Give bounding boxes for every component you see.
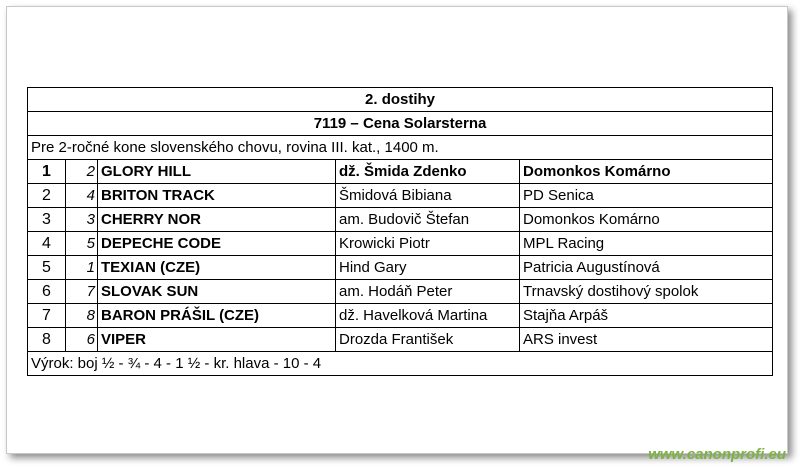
finish-position: 6 xyxy=(28,280,66,304)
owner-name: Patricia Augustínová xyxy=(520,256,773,280)
jockey-name: Šmidová Bibiana xyxy=(336,184,520,208)
race-results-table xyxy=(27,87,773,376)
owner-name: MPL Racing xyxy=(520,232,773,256)
result-row xyxy=(28,184,773,208)
start-number: 3 xyxy=(66,208,98,232)
results-rows xyxy=(28,160,773,352)
race-conditions: Pre 2-ročné kone slovenského chovu, rovina III. kat., 1400 m. xyxy=(28,136,773,160)
start-number: 6 xyxy=(66,328,98,352)
race-name: 7119 – Cena Solarsterna xyxy=(28,112,773,136)
result-row xyxy=(28,160,773,184)
race-number-title: 2. dostihy xyxy=(28,88,773,112)
finish-position: 7 xyxy=(28,304,66,328)
horse-name: GLORY HILL xyxy=(98,160,336,184)
horse-name: DEPECHE CODE xyxy=(98,232,336,256)
start-number: 7 xyxy=(66,280,98,304)
owner-name: ARS invest xyxy=(520,328,773,352)
result-row xyxy=(28,232,773,256)
horse-name: BRITON TRACK xyxy=(98,184,336,208)
result-row xyxy=(28,256,773,280)
jockey-name: am. Budovič Štefan xyxy=(336,208,520,232)
owner-name: Domonkos Komárno xyxy=(520,208,773,232)
jockey-name: dž. Šmida Zdenko xyxy=(336,160,520,184)
horse-name: SLOVAK SUN xyxy=(98,280,336,304)
result-row xyxy=(28,280,773,304)
start-number: 2 xyxy=(66,160,98,184)
owner-name: Stajňa Arpáš xyxy=(520,304,773,328)
result-row xyxy=(28,208,773,232)
start-number: 5 xyxy=(66,232,98,256)
start-number: 4 xyxy=(66,184,98,208)
finish-position: 4 xyxy=(28,232,66,256)
horse-name: VIPER xyxy=(98,328,336,352)
owner-name: Trnavský dostihový spolok xyxy=(520,280,773,304)
jockey-name: Drozda František xyxy=(336,328,520,352)
result-row xyxy=(28,328,773,352)
finish-position: 3 xyxy=(28,208,66,232)
document-card xyxy=(6,6,788,454)
jockey-name: Krowicki Piotr xyxy=(336,232,520,256)
jockey-name: am. Hodáň Peter xyxy=(336,280,520,304)
finish-position: 2 xyxy=(28,184,66,208)
horse-name: TEXIAN (CZE) xyxy=(98,256,336,280)
start-number: 8 xyxy=(66,304,98,328)
horse-name: CHERRY NOR xyxy=(98,208,336,232)
finish-position: 8 xyxy=(28,328,66,352)
finish-position: 1 xyxy=(28,160,66,184)
start-number: 1 xyxy=(66,256,98,280)
owner-name: PD Senica xyxy=(520,184,773,208)
jockey-name: Hind Gary xyxy=(336,256,520,280)
owner-name: Domonkos Komárno xyxy=(520,160,773,184)
watermark: www.canonprofi.eu xyxy=(648,446,786,463)
horse-name: BARON PRÁŠIL (CZE) xyxy=(98,304,336,328)
jockey-name: dž. Havelková Martina xyxy=(336,304,520,328)
race-verdict: Výrok: boj ½ - ¾ - 4 - 1 ½ - kr. hlava - 10 - 4 xyxy=(28,352,773,376)
finish-position: 5 xyxy=(28,256,66,280)
result-row xyxy=(28,304,773,328)
